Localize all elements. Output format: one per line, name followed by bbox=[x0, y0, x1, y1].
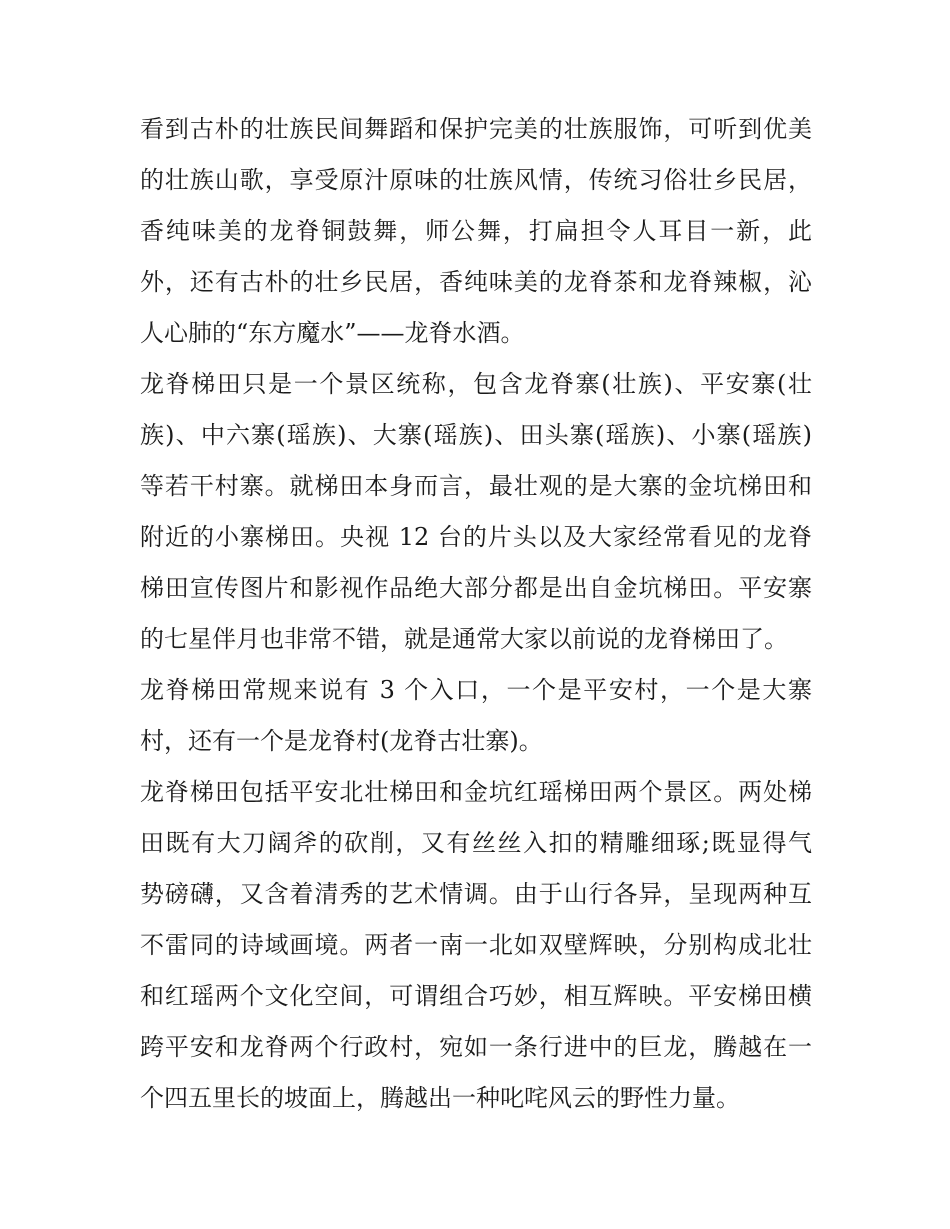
text-line: 跨平安和龙脊两个行政村，宛如一条行进中的巨龙，腾越在一 bbox=[140, 1033, 812, 1061]
text-line: 不雷同的诗域画境。两者一南一北如双壁辉映，分别构成北壮 bbox=[140, 931, 812, 959]
text-line: 龙脊梯田常规来说有 3 个入口，一个是平安村，一个是大寨 bbox=[140, 676, 812, 704]
text-line: 的壮族山歌，享受原汁原味的壮族风情，传统习俗壮乡民居， bbox=[140, 166, 812, 194]
text-line: 族)、中六寨(瑶族)、大寨(瑶族)、田头寨(瑶族)、小寨(瑶族) bbox=[140, 421, 812, 449]
text-line: 个四五里长的坡面上，腾越出一种叱咤风云的野性力量。 bbox=[140, 1084, 740, 1112]
text-line: 外，还有古朴的壮乡民居，香纯味美的龙脊茶和龙脊辣椒，沁 bbox=[140, 268, 812, 296]
paragraph-3 bbox=[140, 665, 812, 767]
text-line: 梯田宣传图片和影视作品绝大部分都是出自金坑梯田。平安寨 bbox=[140, 574, 812, 602]
text-line: 和红瑶两个文化空间，可谓组合巧妙，相互辉映。平安梯田横 bbox=[140, 982, 812, 1010]
paragraph-4 bbox=[140, 767, 812, 1124]
text-line: 龙脊梯田包括平安北壮梯田和金坑红瑶梯田两个景区。两处梯 bbox=[140, 778, 812, 806]
text-line: 香纯味美的龙脊铜鼓舞，师公舞，打扁担令人耳目一新，此 bbox=[140, 217, 812, 245]
text-line: 人心肺的“东方魔水”——龙脊水酒。 bbox=[140, 319, 525, 347]
document-body bbox=[140, 104, 812, 1124]
text-line: 势磅礴，又含着清秀的艺术情调。由于山行各异，呈现两种互 bbox=[140, 880, 812, 908]
text-line: 等若干村寨。就梯田本身而言，最壮观的是大寨的金坑梯田和 bbox=[140, 472, 812, 500]
text-line: 田既有大刀阔斧的砍削，又有丝丝入扣的精雕细琢;既显得气 bbox=[140, 829, 812, 857]
text-line: 看到古朴的壮族民间舞蹈和保护完美的壮族服饰，可听到优美 bbox=[140, 115, 812, 143]
text-line: 村，还有一个是龙脊村(龙脊古壮寨)。 bbox=[140, 727, 543, 755]
paragraph-1 bbox=[140, 104, 812, 359]
text-line: 的七星伴月也非常不错，就是通常大家以前说的龙脊梯田了。 bbox=[140, 625, 788, 653]
text-line: 附近的小寨梯田。央视 12 台的片头以及大家经常看见的龙脊 bbox=[140, 523, 812, 551]
paragraph-2 bbox=[140, 359, 812, 665]
text-line: 龙脊梯田只是一个景区统称，包含龙脊寨(壮族)、平安寨(壮 bbox=[140, 370, 812, 398]
